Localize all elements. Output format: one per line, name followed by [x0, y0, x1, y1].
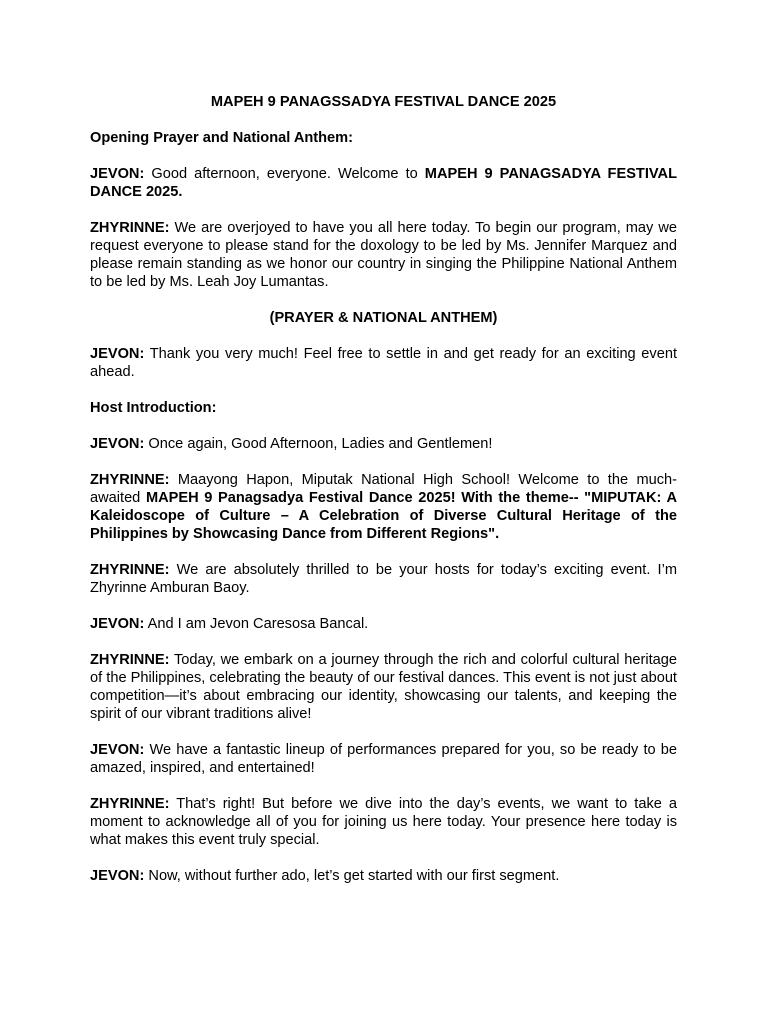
dialogue-bold-text: MAPEH 9 Panagsadya Festival Dance 2025! With the theme-- "MIPUTAK: A Kaleidoscope of Culture – A Celebration of Diverse Cultural Heritage of the Philippines by Showcasing Dance from Different Regions".: [90, 490, 677, 542]
dialogue-text: That’s right! But before we dive into the day’s events, we want to take a moment to acknowledge all of you for joining us here today. Your presence here today is what makes this event truly special.: [90, 796, 677, 848]
section-heading-opening: Opening Prayer and National Anthem:: [90, 130, 353, 146]
speaker-label: ZHYRINNE:: [90, 220, 170, 236]
document-page: [90, 93, 677, 903]
speaker-label: ZHYRINNE:: [90, 562, 170, 578]
dialogue-text: Thank you very much! Feel free to settle in and get ready for an exciting event ahead.: [90, 346, 677, 380]
dialogue-text: Good afternoon, everyone. Welcome to: [144, 166, 425, 182]
dialogue-text: Once again, Good Afternoon, Ladies and Gentlemen!: [144, 436, 493, 452]
dialogue-paragraph: [90, 795, 677, 849]
speaker-label: ZHYRINNE:: [90, 796, 170, 812]
speaker-label: JEVON:: [90, 868, 145, 884]
dialogue-paragraph: [90, 345, 677, 381]
speaker-label: ZHYRINNE:: [90, 652, 170, 668]
dialogue-paragraph: [90, 471, 677, 543]
dialogue-paragraph: [90, 165, 677, 201]
dialogue-paragraph: [90, 561, 677, 597]
dialogue-paragraph: [90, 867, 677, 885]
dialogue-paragraph: [90, 615, 677, 633]
dialogue-text: Maayong Hapon, Miputak National High School! Welcome to the much-awaited: [90, 472, 677, 506]
dialogue-text: We are overjoyed to have you all here today. To begin our program, may we request everyone to please stand for the doxology to be led by Ms. Jennifer Marquez and please remain standing as we honor our country in singing the Philippine National Anthem to be led by Ms. Leah Joy Lumantas.: [90, 220, 677, 290]
speaker-label: ZHYRINNE:: [90, 472, 170, 488]
speaker-label: JEVON:: [90, 346, 145, 362]
speaker-label: JEVON:: [90, 436, 145, 452]
dialogue-text: We are absolutely thrilled to be your hosts for today’s exciting event. I’m Zhyrinne Amburan Baoy.: [90, 562, 677, 596]
section-heading-host-intro: Host Introduction:: [90, 400, 217, 416]
dialogue-paragraph: [90, 219, 677, 291]
prayer-anthem-cue: (PRAYER & NATIONAL ANTHEM): [269, 310, 498, 326]
dialogue-paragraph: [90, 741, 677, 777]
dialogue-text: Today, we embark on a journey through the rich and colorful cultural heritage of the Philippines, celebrating the beauty of our festival dances. This event is not just about competition—it’s about embracing our identity, showcasing our talents, and keeping the spirit of our vibrant traditions alive!: [90, 652, 677, 722]
speaker-label: JEVON:: [90, 166, 145, 182]
dialogue-bold-text: MAPEH 9 PANAGSADYA FESTIVAL DANCE 2025.: [90, 166, 677, 200]
dialogue-text: We have a fantastic lineup of performances prepared for you, so be ready to be amazed, inspired, and entertained!: [90, 742, 677, 776]
speaker-label: JEVON:: [90, 742, 145, 758]
dialogue-paragraph: [90, 651, 677, 723]
document-title: MAPEH 9 PANAGSSADYA FESTIVAL DANCE 2025: [210, 94, 557, 110]
speaker-label: JEVON:: [90, 616, 145, 632]
dialogue-text: And I am Jevon Caresosa Bancal.: [144, 616, 369, 632]
dialogue-text: Now, without further ado, let’s get started with our first segment.: [144, 868, 560, 884]
dialogue-paragraph: [90, 435, 677, 453]
